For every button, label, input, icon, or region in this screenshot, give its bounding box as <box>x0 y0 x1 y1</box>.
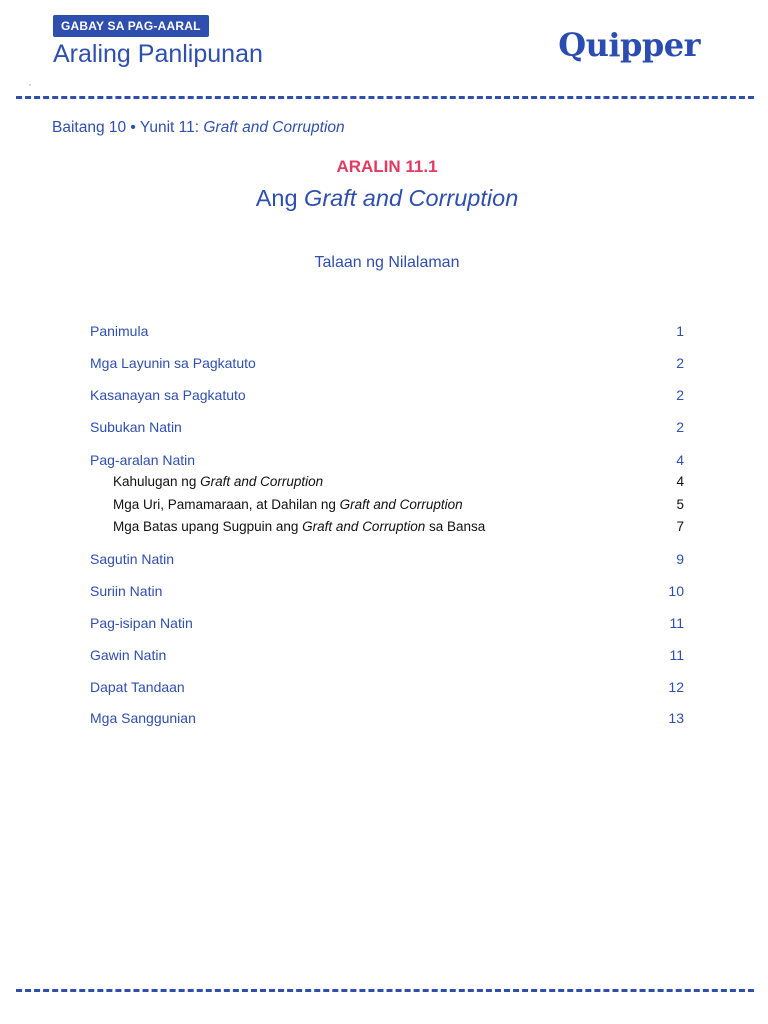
toc-item-label: Sagutin Natin <box>90 551 175 567</box>
toc-item-layunin[interactable] <box>90 352 684 374</box>
toc-item-suriin[interactable] <box>90 580 684 602</box>
lesson-title-topic: Graft and Corruption <box>304 185 519 211</box>
toc-subitem-label-before: Kahulugan ng <box>113 474 201 489</box>
toc-item-page: 4 <box>676 452 684 468</box>
guide-badge: GABAY SA PAG-AARAL <box>53 15 209 37</box>
toc-item-page: 5 <box>676 497 684 512</box>
toc-item-label: Panimula <box>90 323 149 339</box>
toc-item-page: 11 <box>669 647 684 663</box>
toc-subitem-label-italic: Graft and Corruption <box>339 497 463 512</box>
toc-item-page: 4 <box>676 474 684 489</box>
toc-item-label: Mga Layunin sa Pagkatuto <box>90 355 256 371</box>
bottom-dashed-divider <box>16 989 754 992</box>
toc-item-label: Pag-aralan Natin <box>90 452 196 468</box>
toc-item-label: Dapat Tandaan <box>90 679 185 695</box>
toc-item-page: 10 <box>668 583 684 599</box>
lesson-title <box>0 182 768 214</box>
toc-item-pag-isipan[interactable] <box>90 612 684 634</box>
toc-item-panimula[interactable] <box>90 320 684 342</box>
toc-subitem-label <box>113 516 485 538</box>
toc-item-page: 2 <box>676 355 684 371</box>
toc-item-page: 7 <box>676 519 684 534</box>
subject-title: Araling Panlipunan <box>53 40 263 68</box>
toc-subitem-mga-batas[interactable] <box>90 516 684 538</box>
toc-item-sagutin[interactable] <box>90 548 684 570</box>
toc-subitem-label-after: sa Bansa <box>425 519 486 534</box>
toc-item-sanggunian[interactable] <box>90 707 684 729</box>
toc-item-page: 2 <box>676 419 684 435</box>
decorative-dot <box>29 84 31 86</box>
toc-item-page: 11 <box>669 615 684 631</box>
lesson-title-prefix: Ang <box>255 185 305 211</box>
toc-subitem-label-before: Mga Uri, Pamamaraan, at Dahilan ng <box>113 497 340 512</box>
toc-item-label: Mga Sanggunian <box>90 710 196 726</box>
unit-breadcrumb <box>52 117 345 139</box>
toc-item-label: Kasanayan sa Pagkatuto <box>90 387 246 403</box>
toc-subitem-label <box>113 471 323 493</box>
toc-subitem-label-before: Mga Batas upang Sugpuin ang <box>113 519 303 534</box>
toc-item-label: Subukan Natin <box>90 419 182 435</box>
toc-item-pag-aralan[interactable] <box>90 449 684 471</box>
toc-subitem-kahulugan[interactable] <box>90 471 684 493</box>
toc-item-kasanayan[interactable] <box>90 384 684 406</box>
toc-item-label: Gawin Natin <box>90 647 167 663</box>
unit-prefix: Baitang 10 • Yunit 11: <box>52 119 204 136</box>
toc-subitem-label-italic: Graft and Corruption <box>302 519 426 534</box>
toc-item-gawin[interactable] <box>90 644 684 666</box>
toc-item-page: 2 <box>676 387 684 403</box>
toc-subitem-label-italic: Graft and Corruption <box>200 474 324 489</box>
toc-item-page: 9 <box>676 551 684 567</box>
toc-item-subukan[interactable] <box>90 416 684 438</box>
toc-item-page: 12 <box>668 679 684 695</box>
toc-subitem-mga-uri[interactable] <box>90 494 684 516</box>
toc-item-dapat-tandaan[interactable] <box>90 676 684 698</box>
quipper-logo: Quipper <box>558 26 700 64</box>
top-dashed-divider <box>16 96 754 99</box>
toc-item-page: 13 <box>668 710 684 726</box>
toc-heading: Talaan ng Nilalaman <box>314 254 460 271</box>
toc-item-label: Suriin Natin <box>90 583 163 599</box>
lesson-number: ARALIN 11.1 <box>336 157 438 176</box>
unit-topic: Graft and Corruption <box>203 119 345 136</box>
toc-item-page: 1 <box>676 323 684 339</box>
toc-item-label: Pag-isipan Natin <box>90 615 193 631</box>
toc-subitem-label <box>113 494 463 516</box>
